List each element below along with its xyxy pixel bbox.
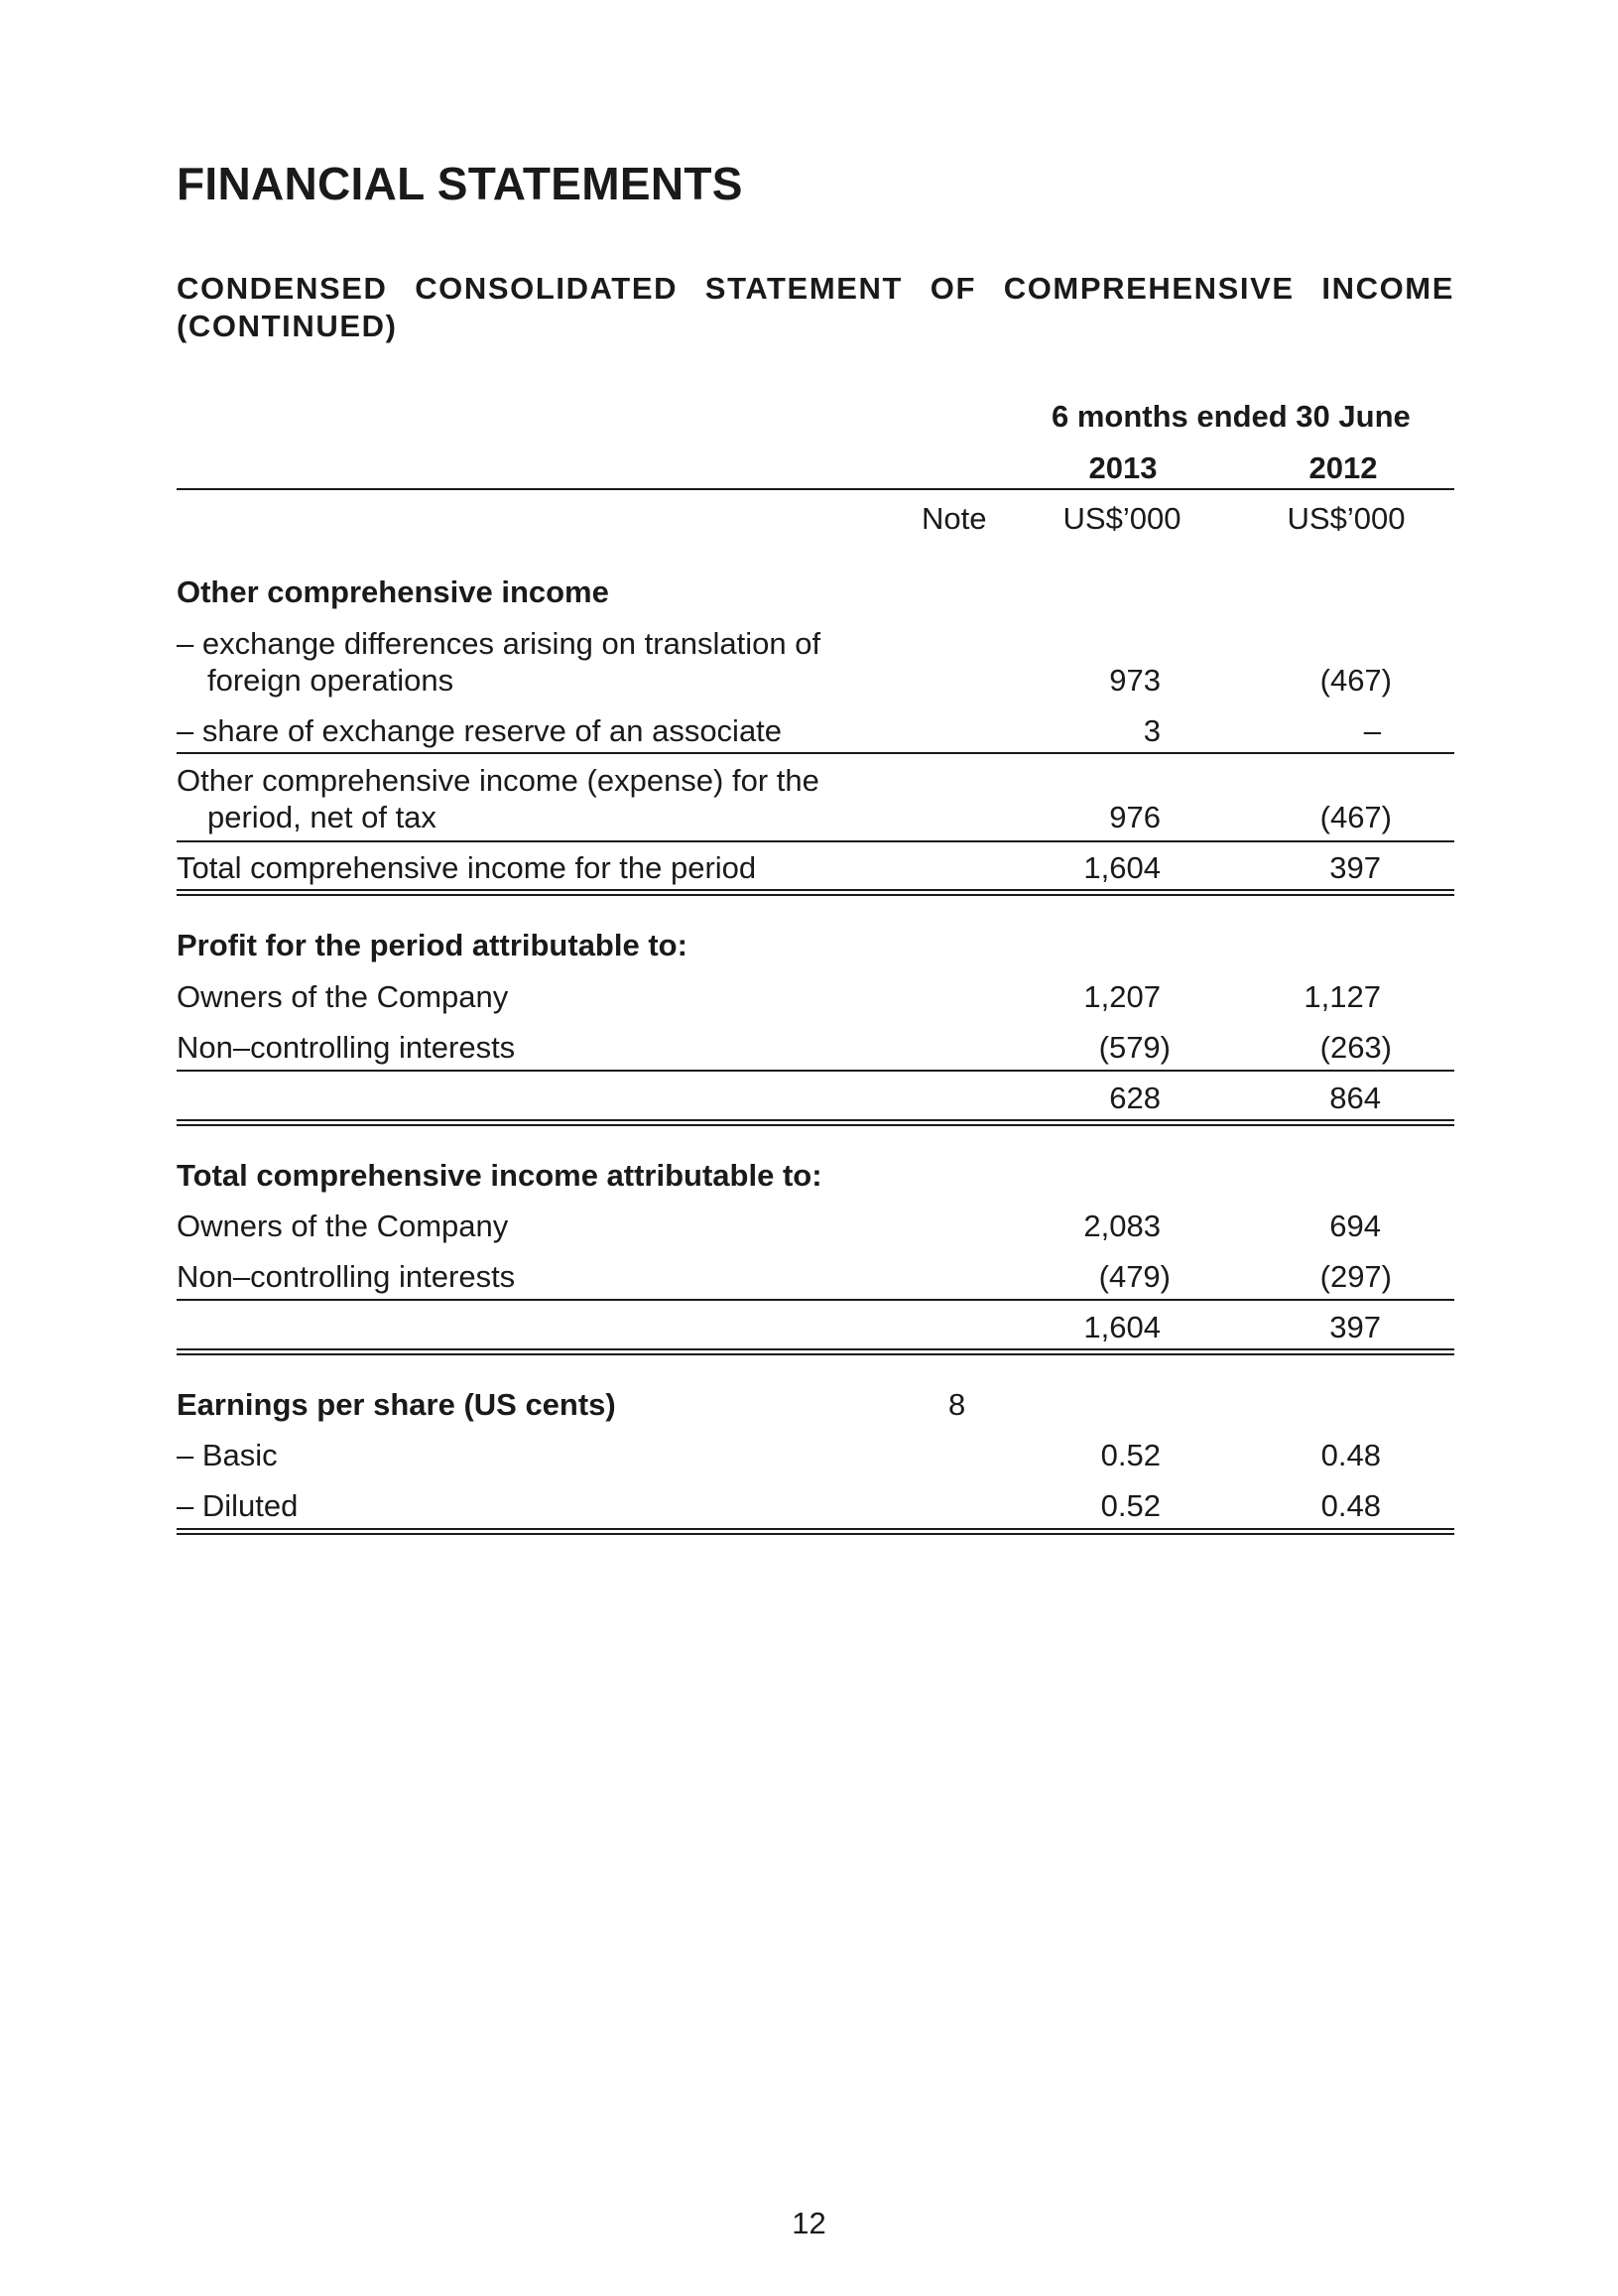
page-number: 12 — [792, 2206, 826, 2240]
row-label-line: Other comprehensive income (expense) for the — [177, 763, 819, 798]
value-2013: (579) — [1098, 1030, 1171, 1065]
header-rule — [177, 488, 1454, 490]
value-2012: (467) — [1319, 800, 1392, 834]
value-2013: (479) — [1098, 1259, 1171, 1294]
row-label: Non–controlling interests — [177, 1030, 516, 1065]
value-2013: 0.52 — [1100, 1488, 1161, 1523]
section-heading: Profit for the period attributable to: — [177, 928, 687, 962]
row-label: Owners of the Company — [177, 1209, 509, 1243]
statement-title: CONDENSED CONSOLIDATED STATEMENT OF COMPREHENSIVE INCOME (CONTINUED) — [177, 271, 1454, 343]
value-2012: (263) — [1319, 1030, 1392, 1065]
note-column-header: Note — [922, 501, 987, 536]
subtotal-rule — [177, 752, 1454, 754]
value-2012: 397 — [1329, 850, 1381, 885]
row-label: Non–controlling interests — [177, 1259, 516, 1294]
year-2012-header: 2012 — [1308, 450, 1378, 485]
page-title: FINANCIAL STATEMENTS — [177, 158, 743, 209]
row-label-line: – exchange differences arising on translation of — [177, 626, 821, 661]
value-2012: (297) — [1319, 1259, 1392, 1294]
value-2013: 2,083 — [1083, 1209, 1161, 1243]
row-label-line: foreign operations — [207, 663, 454, 698]
subtotal-rule — [177, 1070, 1454, 1072]
period-header: 6 months ended 30 June — [1052, 399, 1411, 434]
unit-2013-header: US$’000 — [1062, 501, 1182, 536]
value-2012: 694 — [1329, 1209, 1381, 1243]
value-2013: 1,604 — [1083, 1310, 1161, 1344]
subtotal-rule — [177, 840, 1454, 842]
row-label: Total comprehensive income for the period — [177, 850, 757, 885]
row-label: – Diluted — [177, 1488, 299, 1523]
unit-2012-header: US$’000 — [1287, 501, 1406, 536]
value-2013: 1,604 — [1083, 850, 1161, 885]
value-2012: 864 — [1329, 1081, 1381, 1115]
row-label — [177, 625, 820, 699]
total-double-rule — [177, 1119, 1454, 1126]
value-2013: 0.52 — [1100, 1438, 1161, 1472]
row-label-line: period, net of tax — [207, 800, 436, 834]
value-2012: – — [1363, 713, 1381, 748]
value-2013: 973 — [1109, 663, 1161, 698]
section-heading: Other comprehensive income — [177, 574, 609, 609]
row-label: Owners of the Company — [177, 979, 509, 1014]
section-heading: Earnings per share (US cents) — [177, 1387, 616, 1422]
row-label: – Basic — [177, 1438, 278, 1472]
row-label — [177, 762, 819, 835]
value-2012: (467) — [1319, 663, 1392, 698]
year-2013-header: 2013 — [1088, 450, 1158, 485]
note-reference: 8 — [948, 1387, 966, 1422]
value-2012: 397 — [1329, 1310, 1381, 1344]
value-2013: 628 — [1109, 1081, 1161, 1115]
total-double-rule — [177, 1528, 1454, 1535]
value-2013: 1,207 — [1083, 979, 1161, 1014]
value-2012: 1,127 — [1304, 979, 1381, 1014]
value-2012: 0.48 — [1320, 1488, 1381, 1523]
value-2013: 976 — [1109, 800, 1161, 834]
value-2012: 0.48 — [1320, 1438, 1381, 1472]
value-2013: 3 — [1143, 713, 1161, 748]
row-label: – share of exchange reserve of an associate — [177, 713, 783, 748]
section-heading: Total comprehensive income attributable to: — [177, 1158, 822, 1193]
total-double-rule — [177, 889, 1454, 896]
total-double-rule — [177, 1348, 1454, 1355]
subtotal-rule — [177, 1299, 1454, 1301]
